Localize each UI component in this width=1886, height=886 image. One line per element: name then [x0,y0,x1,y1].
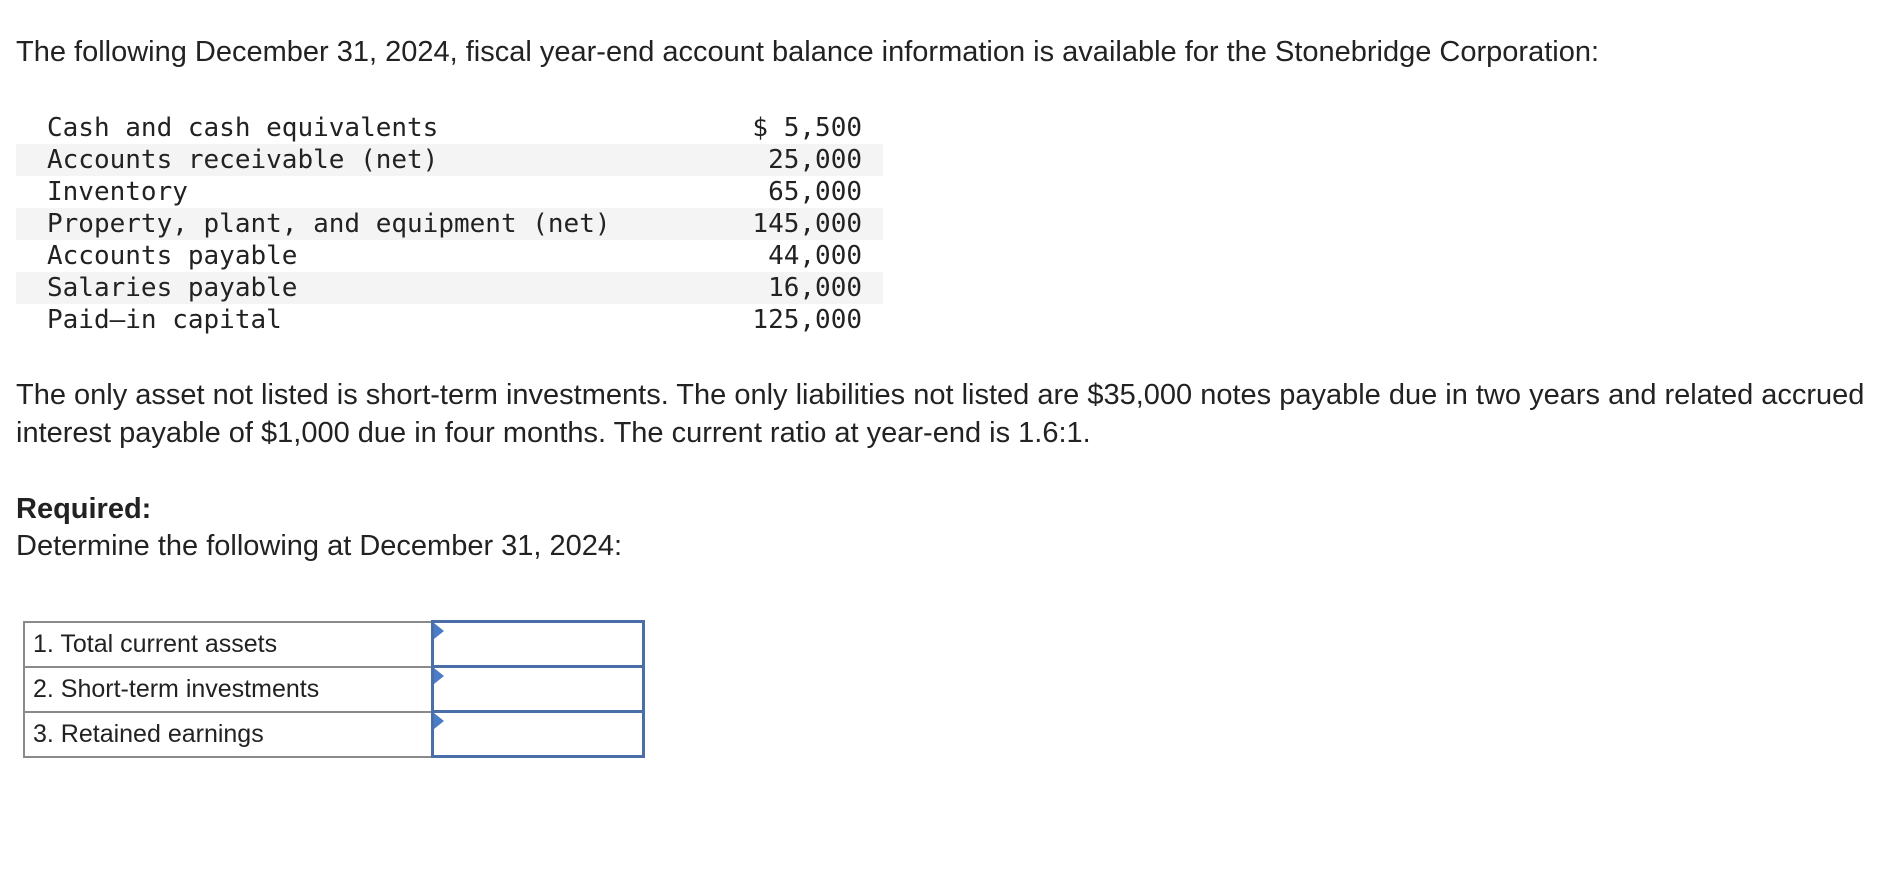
balance-row [16,240,883,272]
balance-amount: 25,000 [667,144,883,176]
balance-row [16,208,883,240]
answer-row [24,667,644,712]
answer-row [24,622,644,667]
balance-label: Inventory [47,177,188,207]
balance-row [16,176,883,208]
balance-label: Salaries payable [16,272,667,304]
balance-amount: 145,000 [667,208,883,240]
balance-row [16,144,883,176]
total-current-assets-input[interactable] [434,623,642,665]
required-heading: Required: [16,493,152,525]
balance-amount: 65,000 [768,177,862,207]
balance-label: Paid–in capital [47,305,282,335]
balance-row [16,304,883,336]
answer-label-total-current-assets: 1. Total current assets [24,622,433,667]
balance-label: Accounts payable [47,241,298,271]
account-balances-table [16,112,883,336]
answer-cell[interactable] [433,622,644,667]
answer-table [23,620,645,758]
balance-amount: 125,000 [752,305,862,335]
balance-amount: 16,000 [667,272,883,304]
problem-paragraph: The only asset not listed is short-term investments. The only liabilities not listed are $35,000 notes payable due in two years and related accrued interest payable of $1,000 due in four months. The current ratio at year-end is 1.6:1. [16,379,1865,449]
balance-row [16,272,883,304]
balance-label: Accounts receivable (net) [16,144,667,176]
cell-marker-icon [434,713,444,729]
answer-cell[interactable] [433,667,644,712]
answer-label-short-term-investments: 2. Short-term investments [24,667,433,712]
balance-row [16,112,883,144]
balance-amount: 44,000 [768,241,862,271]
determine-instruction: Determine the following at December 31, 2024: [16,530,623,562]
cell-marker-icon [434,668,444,684]
intro-text: The following December 31, 2024, fiscal year-end account balance information is available for the Stonebridge Corporation: [16,36,1600,68]
retained-earnings-input[interactable] [434,713,642,755]
answer-cell[interactable] [433,712,644,757]
balance-label: Property, plant, and equipment (net) [16,208,667,240]
answer-label-retained-earnings: 3. Retained earnings [24,712,433,757]
balance-amount: $ 5,500 [752,113,862,143]
cell-marker-icon [434,623,444,639]
balance-label: Cash and cash equivalents [47,113,439,143]
answer-row [24,712,644,757]
short-term-investments-input[interactable] [434,668,642,710]
